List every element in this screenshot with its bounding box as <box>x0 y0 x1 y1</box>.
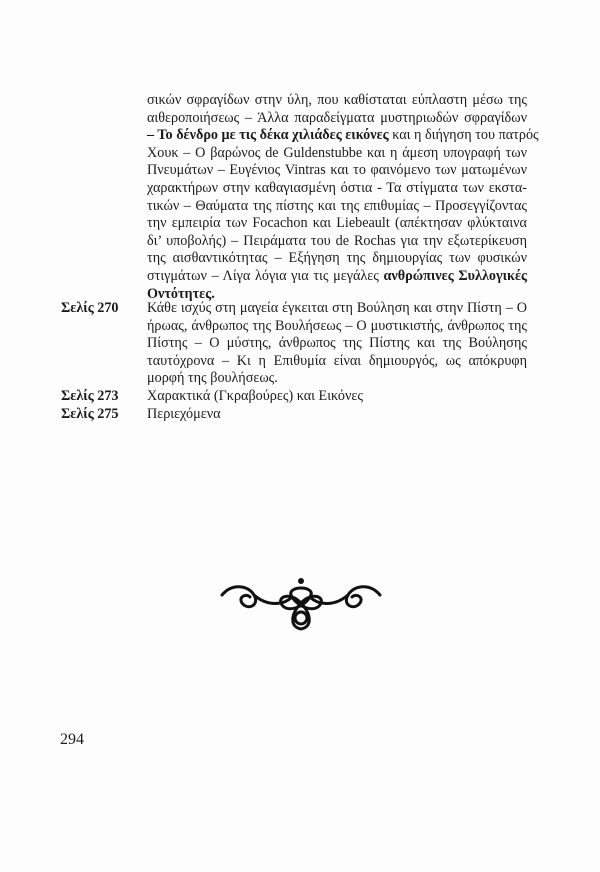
text-line: Χουκ – Ο βαρώνος de Guldenstubbe και η άμεση υπογραφή των <box>147 144 527 161</box>
text-line: δι’ υποβολής) – Πειράματα του de Rochas για την εξωτερίκευση <box>147 232 527 249</box>
toc-entry-273 <box>61 388 527 406</box>
toc-entry-270 <box>61 300 527 388</box>
page-ref-label: Σελίς 273 <box>61 388 119 404</box>
text-fragment: στιγμάτων – Λίγα λόγια για τις μεγάλες <box>147 267 384 284</box>
text-line: Κάθε ισχύς στη μαγεία έγκειται στη Βούληση και στην Πίστη – Ο <box>147 300 527 316</box>
text-line: ήρωας, άνθρωπος της Βουλήσεως – Ο μυστικιστής, άνθρωπος της <box>147 317 527 334</box>
text-line: της αισθαντικότητας – Εξήγηση της δημιουργίας των φυσικών <box>147 250 527 267</box>
text-line <box>147 268 527 286</box>
text-line: αιθεροποιήσεως – Άλλα παραδείγματα μυστηριωδών σφραγίδων <box>147 109 527 126</box>
bold-phrase: ανθρώπινες Συλλογικές <box>383 267 527 284</box>
text-line <box>147 127 539 145</box>
page-ref-label: Σελίς 275 <box>61 406 119 422</box>
text-line: Πνευμάτων – Ευγένιος Vintras και το φαινόμενο των ματωμένων <box>147 162 527 179</box>
entry-text <box>147 300 527 388</box>
bold-phrase: – Το δένδρο με τις δέκα χιλιάδες εικόνες <box>147 127 389 144</box>
text-line: μορφή της βουλήσεως. <box>147 370 278 387</box>
text-line: την εμπειρία των Focachon και Liebeault (απέκτησαν φλύκταινα <box>147 215 527 232</box>
toc-entry-275 <box>61 406 527 424</box>
toc-entry-continued <box>61 92 539 303</box>
page-ref-label: Σελίς 270 <box>61 300 119 316</box>
bold-phrase: Οντότητες. <box>147 285 215 302</box>
text-line: χαρακτήρων στην καθαγιασμένη όστια - Τα στίγματα των εκστα- <box>147 179 527 196</box>
page-number: 294 <box>60 731 84 748</box>
text-fragment: και η διήγηση του πατρός <box>388 127 539 144</box>
scroll-flourish-ornament-icon <box>218 575 384 633</box>
text-line: Περιεχόμενα <box>147 406 221 422</box>
text-line: Πίστης – Ο μύστης, άνθρωπος της Πίστης και της Βούλησης <box>147 335 527 352</box>
text-line: ταυτόχρονα – Κι η Επιθυμία είναι δημιουργός, ως απόκρυφη <box>147 352 527 369</box>
text-line: τικών – Θαύματα της πίστης και της επιθυμίας – Προσεγγίζοντας <box>147 197 527 214</box>
text-line: Χαρακτικά (Γκραβούρες) και Εικόνες <box>147 388 363 404</box>
text-line: σικών σφραγίδων στην ύλη, που καθίσταται εύπλαστη μέσω της <box>147 92 527 108</box>
entry-text <box>147 92 539 303</box>
